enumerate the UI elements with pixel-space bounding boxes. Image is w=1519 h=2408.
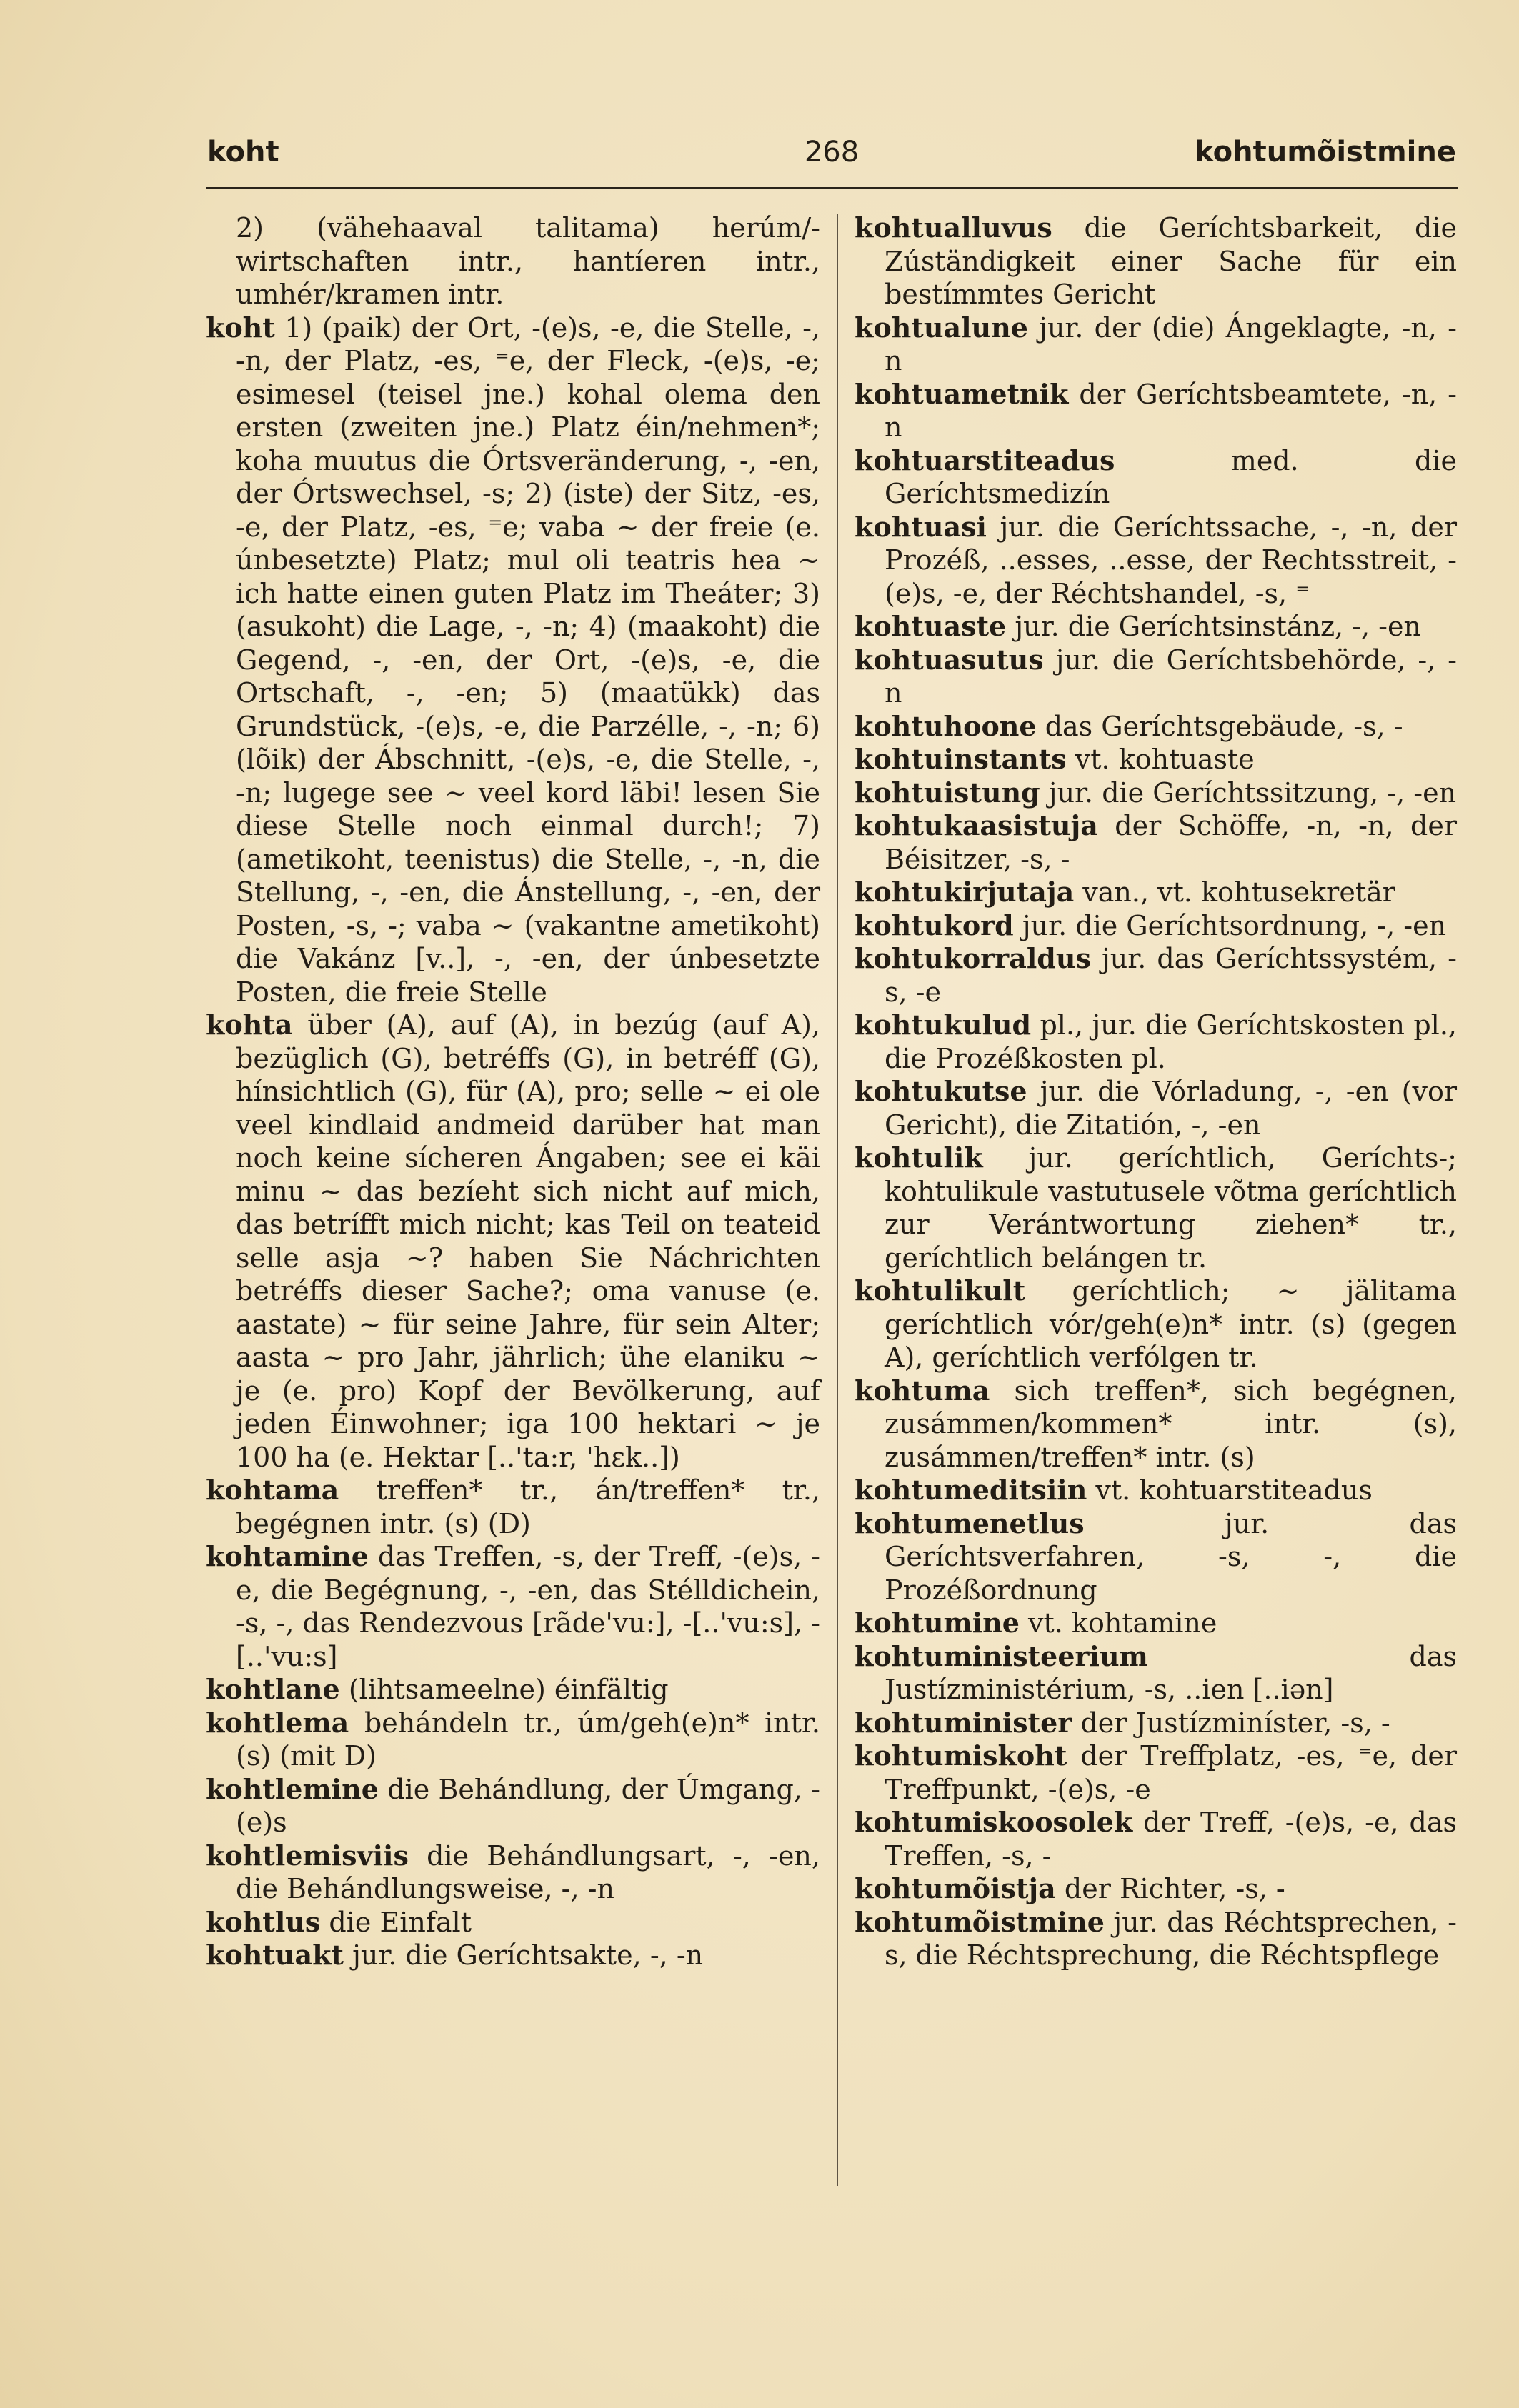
entry-text: das Justízministérium, -s, ..ien [..iən] [885, 1640, 1457, 1705]
dictionary-entry [855, 1507, 1457, 1607]
entry-headword: kohtlemine [206, 1772, 379, 1805]
dictionary-entry [855, 1274, 1457, 1374]
entry-text: geríchtlich; ~ jälitama geríchtlich vór/geh(e)n* intr. (s) (gegen A), geríchtlich verfólgen tr. [885, 1275, 1457, 1373]
dictionary-entry [855, 1141, 1457, 1274]
entry-text: die Einfalt [329, 1906, 472, 1938]
right-column [855, 211, 1457, 1972]
dictionary-entry [855, 1707, 1457, 1740]
entry-headword: kohtulikult [855, 1274, 1026, 1307]
entry-headword: kohta [206, 1009, 293, 1041]
dictionary-entry [206, 1009, 820, 1474]
entry-text: jur. die Geríchtsbehörde, -, -n [885, 644, 1457, 709]
entry-headword: kohtlane [206, 1673, 340, 1705]
entry-text: die Behándlung, der Úmgang, -(e)s [236, 1773, 820, 1838]
dictionary-entry [206, 1939, 820, 1972]
header-last-word: kohtumõistmine [1195, 136, 1456, 169]
dictionary-entry [206, 311, 820, 1009]
page-header [207, 136, 1456, 186]
entry-text: med. die Geríchtsmedizín [885, 444, 1457, 509]
entry-text: jur. das Geríchtssystém, -s, -e [885, 943, 1457, 1008]
entry-headword: kohtukutse [855, 1075, 1027, 1107]
dictionary-entry [855, 710, 1457, 744]
dictionary-entry [855, 942, 1457, 1009]
entry-text: treffen* tr., án/treffen* tr., begégnen intr. (s) (D) [236, 1474, 820, 1539]
entry-headword: kohtumõistja [855, 1872, 1056, 1904]
dictionary-entry [855, 809, 1457, 876]
entry-text: der Justízminíster, -s, - [1080, 1707, 1390, 1739]
dictionary-entry [206, 1906, 820, 1939]
dictionary-entry [206, 1707, 820, 1773]
entry-headword: kohtualluvus [855, 211, 1052, 244]
dictionary-entry [855, 610, 1457, 644]
dictionary-entry [855, 1872, 1457, 1906]
dictionary-entry [855, 444, 1457, 511]
entry-headword: kohtuakt [206, 1939, 344, 1971]
entry-text: behándeln tr., úm/geh(e)n* intr. (s) (mit D) [236, 1707, 820, 1772]
dictionary-entry [855, 1009, 1457, 1075]
entry-text: der Treff, -(e)s, -e, das Treffen, -s, - [885, 1807, 1457, 1872]
entry-text: das Treffen, -s, der Treff, -(e)s, -e, die Begégnung, -, -en, das Stélldichein, -s, -, das Rendezvous [rãde'vu:], -[..'vu:s], -[..'vu:s] [236, 1541, 820, 1672]
entry-headword: kohtumine [855, 1607, 1020, 1639]
entry-headword: kohtlema [206, 1706, 349, 1739]
entry-headword: kohtuaste [855, 610, 1007, 642]
entry-text: vt. kohtamine [1028, 1607, 1217, 1639]
dictionary-entry [855, 311, 1457, 378]
entry-text: jur. geríchtlich, Geríchts-; kohtulikule vastutusele võtma geríchtlich zur Verántwortung ziehen* tr., geríchtlich belángen tr. [885, 1142, 1457, 1274]
entry-headword: kohtukulud [855, 1009, 1032, 1041]
dictionary-entry [855, 644, 1457, 710]
entry-headword: kohtumiskoosolek [855, 1806, 1133, 1838]
dictionary-entry [855, 1640, 1457, 1707]
entry-headword: kohtuarstiteadus [855, 444, 1115, 476]
dictionary-entry [206, 1773, 820, 1839]
dictionary-entry [855, 378, 1457, 444]
entry-headword: kohtuametnik [855, 377, 1069, 410]
entry-headword: kohtumenetlus [855, 1507, 1085, 1539]
entry-headword: kohtuistung [855, 776, 1040, 809]
dictionary-entry [206, 211, 820, 311]
entry-text: van., vt. kohtusekretär [1082, 876, 1395, 908]
entry-headword: kohtukirjutaja [855, 876, 1075, 908]
entry-headword: kohtamine [206, 1540, 369, 1572]
left-column [206, 211, 820, 1972]
entry-headword: kohtuministeerium [855, 1639, 1148, 1672]
entry-headword: kohtuhoone [855, 709, 1037, 742]
entry-headword: kohtukord [855, 909, 1014, 941]
dictionary-entry [855, 1474, 1457, 1507]
entry-text: der Geríchtsbeamtete, -n, -n [885, 378, 1457, 443]
dictionary-entry [855, 511, 1457, 611]
dictionary-entry [855, 1374, 1457, 1474]
entry-headword: kohtumõistmine [855, 1905, 1105, 1938]
entry-headword: kohtuasutus [855, 643, 1044, 676]
entry-headword: kohtlemisviis [206, 1839, 409, 1872]
dictionary-entry [206, 1839, 820, 1906]
entry-headword: kohtulik [855, 1141, 983, 1174]
entry-headword: kohtuminister [855, 1706, 1072, 1739]
entry-text: der Schöffe, -n, -n, der Béisitzer, -s, - [885, 810, 1457, 875]
dictionary-entry [855, 1607, 1457, 1640]
entry-text: jur. die Geríchtsakte, -, -n [352, 1939, 704, 1971]
dictionary-entry [855, 1906, 1457, 1972]
entry-text: der Treffplatz, -es, ⁼e, der Treffpunkt, -(e)s, -e [885, 1740, 1457, 1805]
entry-text: jur. die Geríchtsordnung, -, -en [1022, 909, 1447, 941]
entry-text: pl., jur. die Geríchtskosten pl., die Prozéßkosten pl. [885, 1009, 1457, 1074]
entry-headword: kohtama [206, 1474, 339, 1506]
dictionary-entry [855, 776, 1457, 810]
entry-text: 2) (vähehaaval talitama) herúm/-wirtschaften intr., hantíeren intr., umhér/kramen intr. [236, 212, 820, 310]
entry-headword: kohtumeditsiin [855, 1474, 1087, 1506]
entry-text: sich treffen*, sich begégnen, zusámmen/kommen* intr. (s), zusámmen/treffen* intr. (s) [885, 1374, 1457, 1473]
entry-text: jur. die Vórladung, -, -en (vor Gericht), die Zitatión, -, -en [885, 1076, 1457, 1141]
entry-headword: kohtuma [855, 1374, 990, 1407]
entry-text: die Geríchtsbarkeit, die Zúständigkeit einer Sache für ein bestímmtes Gericht [885, 212, 1457, 310]
header-rule [206, 187, 1458, 189]
dictionary-entry [206, 1540, 820, 1673]
entry-text: jur. das Réchtsprechen, -s, die Réchtsprechung, die Réchtspflege [885, 1906, 1457, 1971]
entry-headword: kohtukaasistuja [855, 809, 1098, 841]
entry-headword: kohtukorraldus [855, 942, 1091, 974]
dictionary-entry [206, 1474, 820, 1540]
entry-text: der Richter, -s, - [1064, 1873, 1285, 1904]
entry-text: das Geríchtsgebäude, -s, - [1045, 710, 1403, 742]
dictionary-entry [855, 211, 1457, 311]
entry-text: jur. der (die) Ángeklagte, -n, -n [885, 311, 1457, 376]
dictionary-entry [855, 1806, 1457, 1872]
entry-headword: kohtualune [855, 311, 1028, 344]
dictionary-entry [855, 743, 1457, 776]
entry-text: (lihtsameelne) éinfältig [348, 1674, 669, 1705]
entry-text: jur. das Geríchtsverfahren, -s, -, die Prozéßordnung [885, 1507, 1457, 1606]
page-number: 268 [804, 136, 860, 169]
dictionary-entry [855, 1075, 1457, 1141]
column-divider [837, 214, 838, 2186]
dictionary-entry [855, 1739, 1457, 1806]
entry-headword: kohtumiskoht [855, 1739, 1067, 1772]
entry-headword: kohtuinstants [855, 743, 1067, 775]
dictionary-entry [206, 1673, 820, 1707]
entry-headword: kohtlus [206, 1905, 321, 1938]
entry-headword: koht [206, 311, 275, 344]
dictionary-entry [855, 876, 1457, 909]
entry-text: jur. die Geríchtssitzung, -, -en [1048, 776, 1457, 809]
header-first-word: koht [207, 136, 279, 169]
entry-text: vt. kohtuarstiteadus [1095, 1474, 1373, 1506]
entry-text: vt. kohtuaste [1075, 744, 1255, 775]
entry-text: die Behándlungsart, -, -en, die Behándlungsweise, -, -n [236, 1839, 820, 1904]
entry-text: jur. die Geríchtssache, -, -n, der Prozéß, ..esses, ..esse, der Rechtsstreit, -(e)s, -e, der Réchtshandel, -s, ⁼ [885, 511, 1457, 609]
entry-text: 1) (paik) der Ort, -(e)s, -e, die Stelle, -, -n, der Platz, -es, ⁼e, der Fleck, -(e)s, -e; esimesel (teisel jne.) kohal olema den ersten (zweiten jne.) Platz éin/nehmen*; koha muutus die Órtsveränderung, -, -en, der Órtswechsel, -s; 2) (iste) der Sitz, -es, -e, der Platz, -es, ⁼e; vaba ~ der freie (e. únbesetzte) Platz; mul oli teatris hea ~ ich hatte einen guten Platz im Theáter; 3) (asukoht) die Lage, -, -n; 4) (maakoht) die Gegend, -, -en, der Ort, -(e)s, -e, die Ortschaft, -, -en; 5) (maatükk) das Grundstück, -(e)s, -e, die Parzélle, -, -n; 6) (lõik) der Ábschnitt, -(e)s, -e, die Stelle, -, -n; lugege see ~ veel kord läbi! lesen Sie diese Stelle noch einmal durch!; 7) (ametikoht, teenistus) die Stelle, -, -n, die Stellung, -, -en, die Ánstellung, -, -en, der Posten, -s, -; vaba ~ (vakantne ametikoht) die Vakánz [v..], -, -en, der únbesetzte Posten, die freie Stelle [236, 311, 820, 1008]
entry-text: jur. die Geríchtsinstánz, -, -en [1015, 611, 1421, 642]
dictionary-entry [855, 909, 1457, 943]
entry-text: über (A), auf (A), in bezúg (auf A), bezüglich (G), betréffs (G), in betréff (G), hínsichtlich (G), für (A), pro; selle ~ ei ole veel kindlaid andmeid darüber hat man noch keine sícheren Ángaben; see ei käi minu ~ das bezíeht sich nicht auf mich, das betrífft mich nicht; kas Teil on teateid selle asja ~? haben Sie Náchrichten betréffs dieser Sache?; oma vanuse (e. aastate) ~ für seine Jahre, für sein Alter; aasta ~ pro Jahr, jährlich; ühe elaniku ~ je (e. pro) Kopf der Bevölkerung, auf jeden Éinwohner; iga 100 hektari ~ je 100 ha (e. Hektar [..'ta:r, 'hɛk..]) [236, 1009, 820, 1473]
entry-headword: kohtuasi [855, 510, 987, 543]
